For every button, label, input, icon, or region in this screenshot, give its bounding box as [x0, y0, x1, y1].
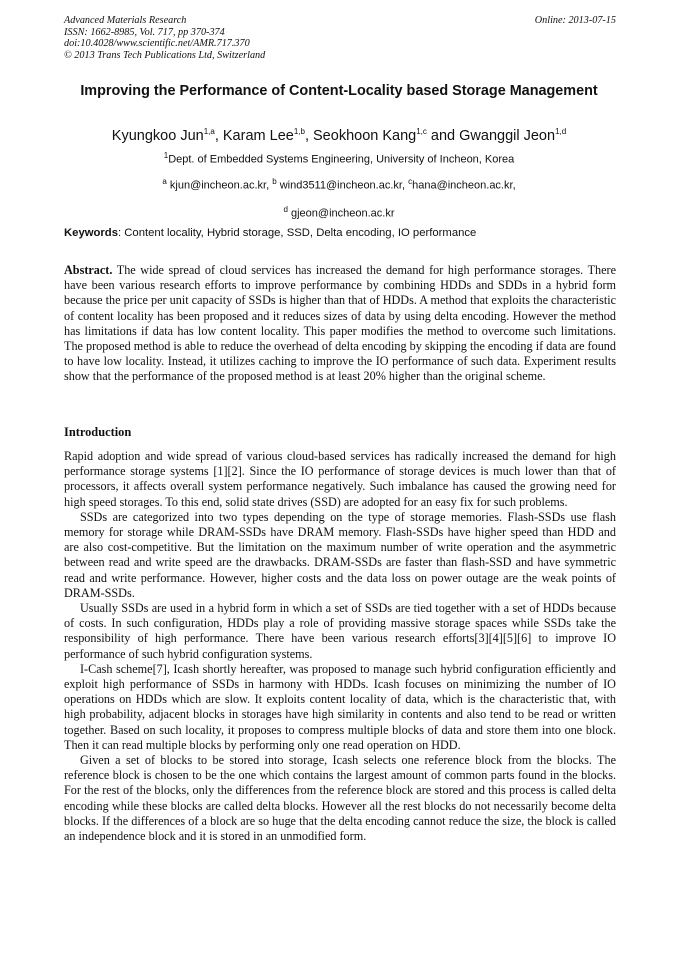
paragraph: Given a set of blocks to be stored into storage, Icash selects one reference block from the blocks. The reference block is chosen to be the one which contains the largest amount of common parts found in the blocks. For the rest of the blocks, only the differences from the reference block are stored and this process is called delta encoding while these blocks are called delta blocks. However all the rest blocks do not necessarily become delta blocks. If the differences of a block are so huge that the delta encoding cannot reduce the size, the block is called an independence block and it is stored in an unmodified form.	[64, 753, 616, 844]
keywords-text: : Content locality, Hybrid storage, SSD, Delta encoding, IO performance	[118, 227, 477, 239]
abstract	[64, 263, 616, 385]
email-block	[64, 170, 614, 225]
paragraph: Usually SSDs are used in a hybrid form in which a set of SSDs are tied together with a set of HDDs because of costs. In such configuration, HDDs play a role of providing massive storage spaces while SSDs take the responsibility of high performance. There have been various research efforts[3][4][5][6] to improve IO performance of such hybrid configuration systems.	[64, 601, 616, 661]
author-name: Karam Lee	[222, 127, 294, 144]
journal-name: Advanced Materials Research	[64, 15, 187, 26]
keywords-label: Keywords	[64, 227, 118, 239]
author-name: Gwanggil Jeon	[459, 127, 556, 144]
author-separator: ,	[214, 127, 223, 144]
author-sup: 1,d	[555, 127, 567, 136]
author-name: Seokhoon Kang	[313, 127, 417, 144]
abstract-text: The wide spread of cloud services has increased the demand for high performance storages. There have been various research efforts to improve performance by combining HDDs and SDDs in a hybrid form because the price per unit capacity of SSDs is higher than that of HDDs. A method that exploits the characteristic of content locality has been proposed and it reduces sizes of data by using delta encoding. However the method has limitations if data has low content locality. This paper modifies the method to overcome such limitations. The proposed method is able to reduce the overhead of delta encoding by skipping the encoding if data are found to have low locality. Instead, it utilizes caching to improve the IO performance of such data. Experiment results show that the performance of the proposed method is at least 20% higher than the original scheme.	[64, 263, 616, 384]
section-heading-introduction: Introduction	[64, 425, 132, 439]
affiliation	[64, 149, 614, 167]
email-line: $^a$ kjun@incheon.ac.kr, $^b$ wind3511@incheon.ac.kr, $^c$hana@incheon.ac.kr,	[162, 177, 516, 192]
paragraph: I-Cash scheme[7], Icash shortly hereafter, was proposed to manage such hybrid configuration efficiently and exploit high performance of SSDs in harmony with HDDs. Icash focuses on minimizing the number of IO operations on HDDs which are slow. It exploits content locality of data, which is the characteristic that, with high probability, adjacent blocks in storages have high similarity in contents and also tend to be read or written together. Based on such locality, it proposes to compress multiple blocks of data and store them into one block. Then it can read multiple blocks by performing only one read operation on HDD.	[64, 661, 616, 752]
author-sup: 1,b	[293, 127, 305, 136]
paragraph: Rapid adoption and wide spread of various cloud-based services has radically increased the demand for high performance storage systems [1][2]. Since the IO performance of storage devices is much lower than that of processors, it affects overall system performance negatively. Such imbalance has caused the growing need for high speed storages. To this end, solid state drives (SSD) are adopted for an easy fix for such problems.	[64, 449, 616, 509]
author-sup: 1,c	[416, 127, 427, 136]
email-b[interactable]: wind3511@incheon.ac.kr	[279, 179, 402, 192]
author-separator: and	[426, 127, 460, 144]
affiliation-sup: 1	[163, 151, 169, 160]
issn-line: ISSN: 1662-8985, Vol. 717, pp 370-374	[64, 26, 225, 38]
author-separator: ,	[304, 127, 314, 144]
author-name: Kyungkoo Jun	[111, 127, 204, 144]
keywords	[64, 226, 616, 241]
introduction-body	[64, 449, 616, 844]
paragraph: SSDs are categorized into two types depending on the type of storage memories. Flash-SSDs use flash memory for storage while DRAM-SSDs have DRAM memory. Flash-SSDs have higher speed than HDD and are also cost-competitive. But the limitation on the maximum number of write operation and the asymmetric between read and write speed are the drawbacks. DRAM-SSDs are faster than flash-SSD and have symmetric read and write performance. However, higher costs and the data loss on power outage are the weak points of DRAM-SSDs.	[64, 509, 616, 600]
online-date: Online: 2013-07-15	[534, 15, 616, 26]
copyright-line: © 2013 Trans Tech Publications Ltd, Switzerland	[64, 49, 266, 61]
author-sup: 1,a	[203, 127, 215, 136]
email-a[interactable]: kjun@incheon.ac.kr	[169, 179, 267, 192]
email-d[interactable]: gjeon@incheon.ac.kr	[291, 207, 395, 220]
email-line: $^d$ gjeon@incheon.ac.kr	[283, 204, 395, 220]
affiliation-text: Dept. of Embedded Systems Engineering, University of Incheon, Korea	[168, 153, 515, 166]
paper-title: Improving the Performance of Content-Locality based Storage Management	[80, 83, 598, 99]
abstract-label: Abstract.	[64, 263, 113, 277]
doi-line: doi:10.4028/www.scientific.net/AMR.717.370	[64, 38, 250, 49]
journal-header	[64, 15, 616, 61]
email-c[interactable]: hana@incheon.ac.kr	[412, 179, 513, 192]
author-list	[64, 123, 614, 145]
